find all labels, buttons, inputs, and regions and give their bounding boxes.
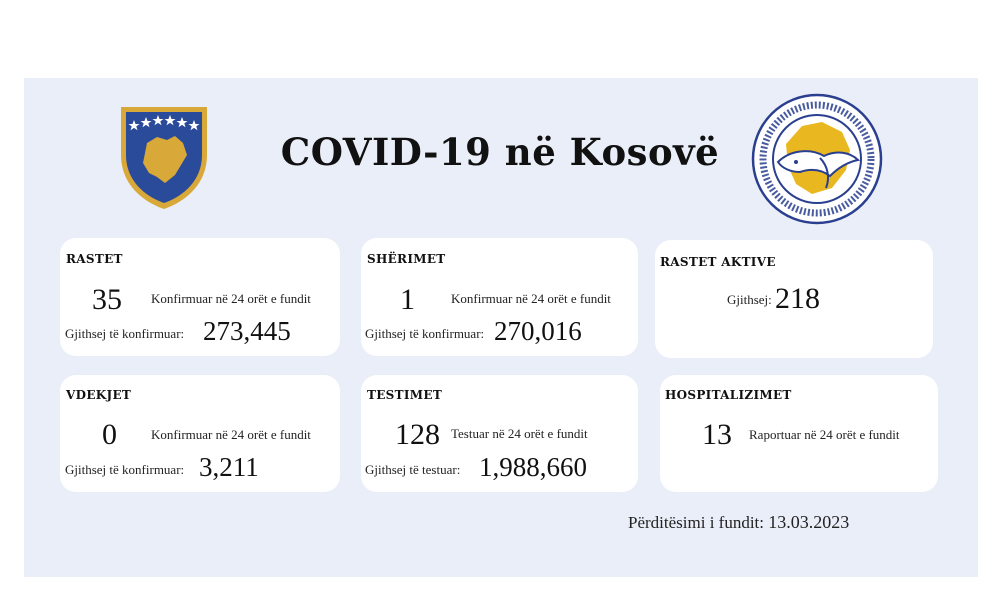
- sherimet-daily-label: Konfirmuar në 24 orët e fundit: [451, 291, 611, 306]
- hospitalizimet-daily-value: 13: [702, 418, 732, 451]
- rastet-daily-value: 35: [92, 283, 122, 316]
- rastet-total-label: Gjithsej të konfirmuar:: [65, 326, 185, 341]
- page-title: COVID-19 në Kosovë: [280, 130, 720, 174]
- testimet-daily-label: Testuar në 24 orët e fundit: [451, 426, 588, 441]
- rastet-daily-label: Konfirmuar në 24 orët e fundit: [151, 291, 311, 306]
- vdekjet-daily-label: Konfirmuar në 24 orët e fundit: [151, 427, 311, 442]
- card-sherimet-title: SHËRIMET: [367, 252, 446, 266]
- sherimet-total-label: Gjithsej të konfirmuar:: [365, 326, 485, 341]
- last-updated-label: Përditësimi i fundit:: [628, 513, 764, 532]
- card-vdekjet-title: VDEKJET: [66, 388, 132, 402]
- vdekjet-total-value: 3,211: [199, 452, 259, 482]
- rastet-aktive-total-value: 218: [775, 282, 820, 315]
- card-testimet-title: TESTIMET: [367, 388, 443, 402]
- last-updated: [628, 512, 849, 533]
- card-rastet-aktive-title: RASTET AKTIVE: [660, 255, 776, 269]
- card-rastet-title: RASTET: [66, 252, 123, 266]
- sherimet-daily-value: 1: [400, 283, 415, 316]
- vdekjet-daily-value: 0: [102, 418, 117, 451]
- testimet-total-value: 1,988,660: [479, 452, 587, 482]
- last-updated-date: 13.03.2023: [768, 512, 850, 532]
- rastet-aktive-total-label: Gjithsej:: [727, 292, 772, 307]
- vdekjet-total-label: Gjithsej të konfirmuar:: [65, 462, 185, 477]
- rastet-total-value: 273,445: [203, 316, 291, 346]
- sherimet-total-value: 270,016: [494, 316, 582, 346]
- card-hospitalizimet-title: HOSPITALIZIMET: [665, 388, 792, 402]
- nihp-logo-icon: [750, 92, 884, 226]
- testimet-daily-value: 128: [395, 418, 440, 451]
- hospitalizimet-daily-label: Raportuar në 24 orët e fundit: [749, 427, 900, 442]
- testimet-total-label: Gjithsej të testuar:: [365, 462, 461, 477]
